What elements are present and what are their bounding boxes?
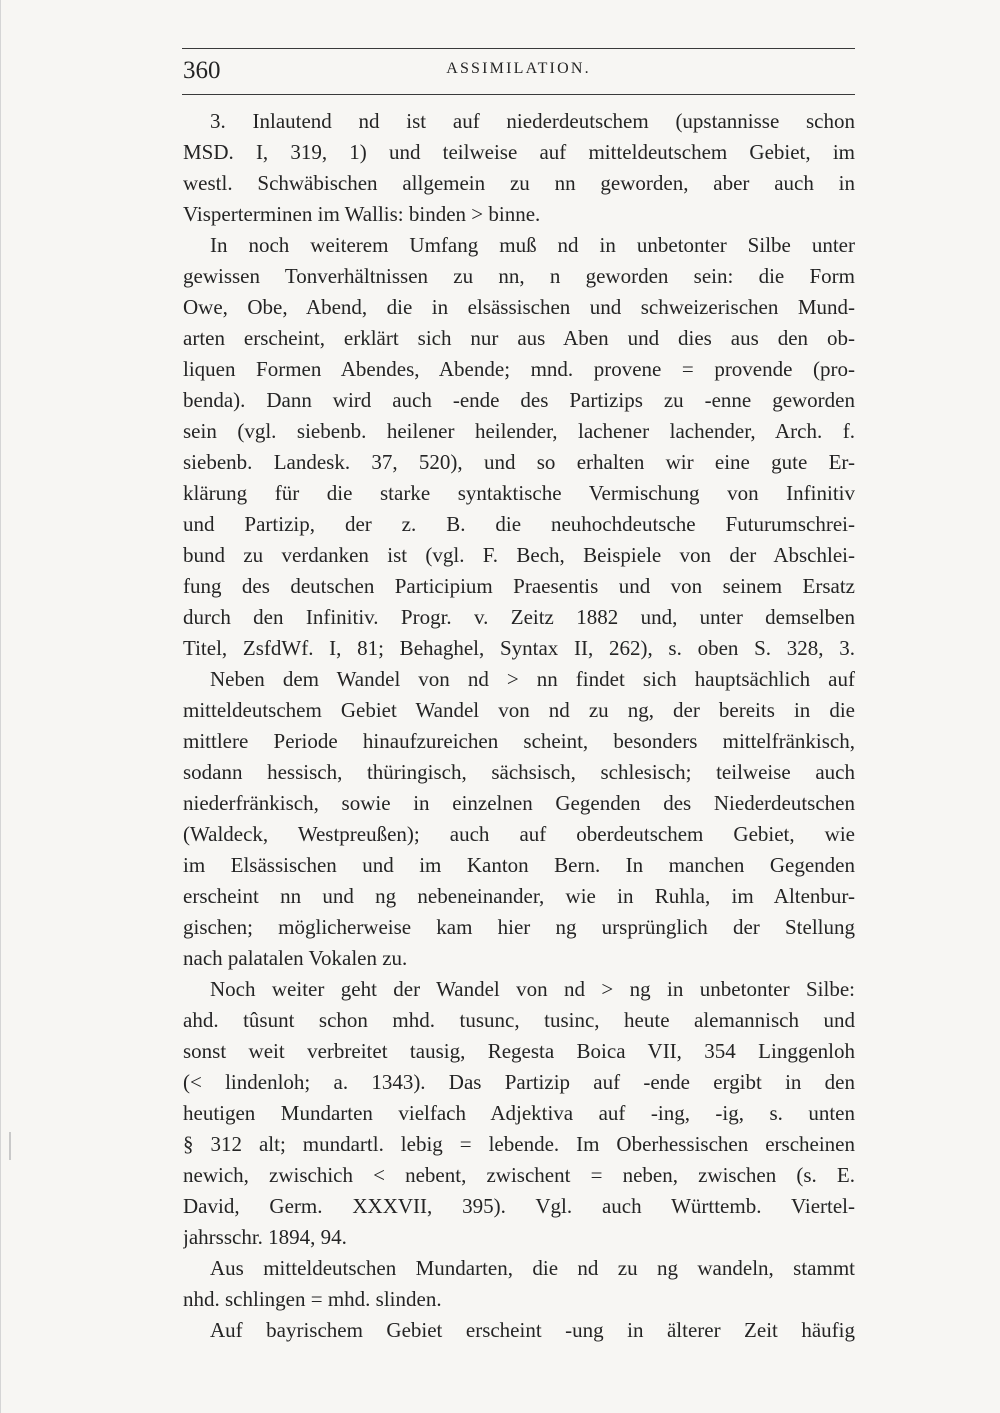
text-line: In noch weiterem Umfang muß nd in unbetonter Silbe unter (210, 233, 855, 257)
text-line: mittlere Periode hinaufzureichen scheint, besonders mittelfränkisch, (183, 729, 855, 753)
text-line: Owe, Obe, Abend, die in elsässischen und schweizerischen Mund- (183, 295, 855, 319)
text-line: Visperterminen im Wallis: binden > binne. (183, 202, 541, 226)
text-line: klärung für die starke syntaktische Vermischung von Infinitiv (183, 481, 855, 505)
text-line: ahd. tûsunt schon mhd. tusunc, tusinc, heute alemannisch und (183, 1008, 855, 1032)
text-line: 3. Inlautend nd ist auf niederdeutschem (upstannisse schon (210, 109, 855, 133)
text-line: bund zu verdanken ist (vgl. F. Bech, Beispiele von der Abschlei- (183, 543, 855, 567)
text-line: westl. Schwäbischen allgemein zu nn geworden, aber auch in (183, 171, 855, 195)
text-line: durch den Infinitiv. Progr. v. Zeitz 1882 und, unter demselben (183, 605, 855, 629)
text-line: nhd. schlingen = mhd. slinden. (183, 1287, 442, 1311)
text-line: Aus mitteldeutschen Mundarten, die nd zu ng wandeln, stammt (210, 1256, 855, 1280)
text-line: gischen; möglicherweise kam hier ng ursprünglich der Stellung (183, 915, 855, 939)
text-line: Titel, ZsfdWf. I, 81; Behaghel, Syntax II, 262), s. oben S. 328, 3. (183, 636, 855, 660)
text-line: nach palatalen Vokalen zu. (183, 946, 408, 970)
text-line: gewissen Tonverhältnissen zu nn, n geworden sein: die Form (183, 264, 855, 288)
body-text (183, 106, 855, 1346)
text-line: heutigen Mundarten vielfach Adjektiva auf -ing, -ig, s. unten (183, 1101, 855, 1125)
text-line: § 312 alt; mundartl. lebig = lebende. Im Oberhessischen erscheinen (183, 1132, 855, 1156)
text-line: benda). Dann wird auch -ende des Partizips zu -enne geworden (183, 388, 855, 412)
running-title: ASSIMILATION. (446, 60, 591, 77)
text-line: jahrsschr. 1894, 94. (183, 1225, 347, 1249)
scan-edge (0, 0, 1, 1413)
text-line: newich, zwischich < nebent, zwischent = neben, zwischen (s. E. (183, 1163, 855, 1187)
text-line: mitteldeutschem Gebiet Wandel von nd zu ng, der bereits in die (183, 698, 855, 722)
header-bottom-rule (182, 94, 855, 95)
text-line: sodann hessisch, thüringisch, sächsisch, schlesisch; teilweise auch (183, 760, 855, 784)
text-line: Auf bayrischem Gebiet erscheint -ung in älterer Zeit häufig (210, 1318, 855, 1342)
text-line: liquen Formen Abendes, Abende; mnd. provene = provende (pro- (183, 357, 855, 381)
text-line: (Waldeck, Westpreußen); auch auf oberdeutschem Gebiet, wie (183, 822, 855, 846)
text-line: sonst weit verbreitet tausig, Regesta Boica VII, 354 Linggenloh (183, 1039, 855, 1063)
text-line: im Elsässischen und im Kanton Bern. In manchen Gegenden (183, 853, 855, 877)
text-line: Noch weiter geht der Wandel von nd > ng in unbetonter Silbe: (210, 977, 855, 1001)
text-line: erscheint nn und ng nebeneinander, wie in Ruhla, im Altenbur- (183, 884, 855, 908)
text-line: (< lindenloh; a. 1343). Das Partizip auf -ende ergibt in den (183, 1070, 855, 1094)
text-line: Neben dem Wandel von nd > nn findet sich hauptsächlich auf (210, 667, 855, 691)
text-line: MSD. I, 319, 1) und teilweise auf mitteldeutschem Gebiet, im (183, 140, 855, 164)
margin-mark (9, 1132, 11, 1160)
text-line: arten erscheint, erklärt sich nur aus Aben und dies aus den ob- (183, 326, 855, 350)
page-number: 360 (183, 57, 221, 84)
text-line: sein (vgl. siebenb. heilener heilender, lachener lachender, Arch. f. (183, 419, 855, 443)
text-line: David, Germ. XXXVII, 395). Vgl. auch Württemb. Viertel- (183, 1194, 855, 1218)
text-line: niederfränkisch, sowie in einzelnen Gegenden des Niederdeutschen (183, 791, 855, 815)
text-line: fung des deutschen Participium Praesentis und von seinem Ersatz (183, 574, 855, 598)
text-line: und Partizip, der z. B. die neuhochdeutsche Futurumschrei- (183, 512, 855, 536)
text-line: siebenb. Landesk. 37, 520), und so erhalten wir eine gute Er- (183, 450, 855, 474)
header-top-rule (182, 48, 855, 49)
